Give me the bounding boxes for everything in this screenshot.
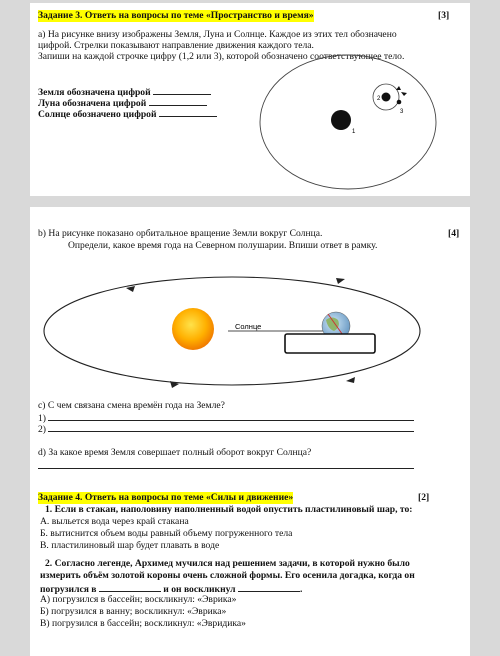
season-answer-box[interactable] bbox=[285, 334, 375, 353]
task4-q1-option-a[interactable]: А. выльется вода через край стакана bbox=[40, 516, 189, 527]
sun-label: Солнце обозначено цифрой bbox=[38, 109, 157, 120]
task4-q2-option-b[interactable]: Б) погрузился в ванну; воскликнул: «Эврика» bbox=[40, 606, 227, 617]
task3c-answer-line-2[interactable] bbox=[48, 422, 414, 432]
task3-points: [3] bbox=[438, 10, 450, 21]
task4-q2-line1: 2. Согласно легенде, Архимед мучился над решением задачи, в которой нужно было bbox=[45, 558, 410, 569]
orbit-arrow-icon bbox=[126, 286, 135, 292]
task3a-line1: а) На рисунке внизу изображены Земля, Луна и Солнце. Каждое из этих тел обозначено bbox=[38, 29, 397, 40]
orbit-arrow-icon bbox=[346, 377, 355, 383]
task4-q2-option-c[interactable]: В) погрузился в бассейн; воскликнул: «Эвридика» bbox=[40, 618, 246, 629]
task3-heading: Задание 3. Ответь на вопросы по теме «Пространство и время» bbox=[38, 10, 314, 21]
body-2 bbox=[382, 93, 391, 102]
task4-q2-blank-1[interactable] bbox=[99, 582, 161, 592]
task4-q2-line3-part1: погрузился в bbox=[40, 584, 97, 595]
task3a-line3: Запиши на каждой строчке цифру (1,2 или 3), которой обозначено соответствующее тело. bbox=[38, 51, 405, 62]
task4-q1-option-c[interactable]: В. пластилиновый шар будет плавать в воде bbox=[40, 540, 220, 551]
task3a-line2: цифрой. Стрелки показывают направление движения каждого тела. bbox=[38, 40, 314, 51]
task3c-answer-line-1[interactable] bbox=[48, 411, 414, 421]
task3c-item2-label: 2) bbox=[38, 424, 46, 435]
task3b-panel bbox=[30, 207, 470, 656]
task3c-answer-row-2 bbox=[38, 422, 414, 436]
body-3 bbox=[397, 100, 402, 105]
fig-label-3: 3 bbox=[400, 109, 404, 115]
task3c-question: c) С чем связана смена времён года на Земле? bbox=[38, 400, 225, 411]
task4-heading: Задание 4. Ответь на вопросы по теме «Силы и движение» bbox=[38, 492, 294, 503]
body-1 bbox=[331, 110, 351, 130]
fig-label-2: 2 bbox=[377, 96, 381, 102]
task3d-question: d) За какое время Земля совершает полный оборот вокруг Солнца? bbox=[38, 447, 312, 458]
moon-label: Луна обозначена цифрой bbox=[38, 98, 147, 109]
task4-q2-blank-2[interactable] bbox=[238, 582, 300, 592]
task3-panel bbox=[30, 3, 470, 196]
earth-label: Земля обозначена цифрой bbox=[38, 87, 151, 98]
orbit-arrow-icon bbox=[336, 278, 345, 284]
sun-caption: Солнце bbox=[235, 322, 262, 331]
task4-q1: 1. Если в стакан, наполовину наполненный водой опустить пластилиновый шар, то: bbox=[45, 504, 413, 515]
fig-label-1: 1 bbox=[352, 129, 356, 135]
task3c-item1-label: 1) bbox=[38, 413, 46, 424]
task4-q2-line3: погрузился в и он воскликнул . bbox=[40, 584, 303, 595]
direction-arrow-icon bbox=[401, 92, 407, 96]
sun-icon bbox=[172, 308, 214, 350]
task4-q2-option-a[interactable]: А) погрузился в бассейн; воскликнул: «Эврика» bbox=[40, 594, 237, 605]
task3b-line1: b) На рисунке показано орбитальное вращение Земли вокруг Солнца. bbox=[38, 228, 323, 239]
task4-q1-option-b[interactable]: Б. вытиснится объем воды равный объему погруженного тела bbox=[40, 528, 293, 539]
task3b-points: [4] bbox=[448, 228, 460, 239]
task4-points: [2] bbox=[418, 492, 430, 503]
task3b-line2: Определи, какое время года на Северном полушарии. Впиши ответ в рамку. bbox=[68, 240, 378, 251]
sun-orbit-figure bbox=[30, 207, 470, 387]
direction-arrow-icon bbox=[396, 86, 401, 90]
task4-q2-line2: измерить объём золотой короны очень сложной формы. Его осенила догадка, когда он bbox=[40, 570, 415, 581]
task3d-answer-line[interactable] bbox=[38, 468, 414, 469]
orbit-figure bbox=[30, 3, 470, 196]
task4-q2-line3-part2: и он воскликнул bbox=[163, 584, 236, 595]
